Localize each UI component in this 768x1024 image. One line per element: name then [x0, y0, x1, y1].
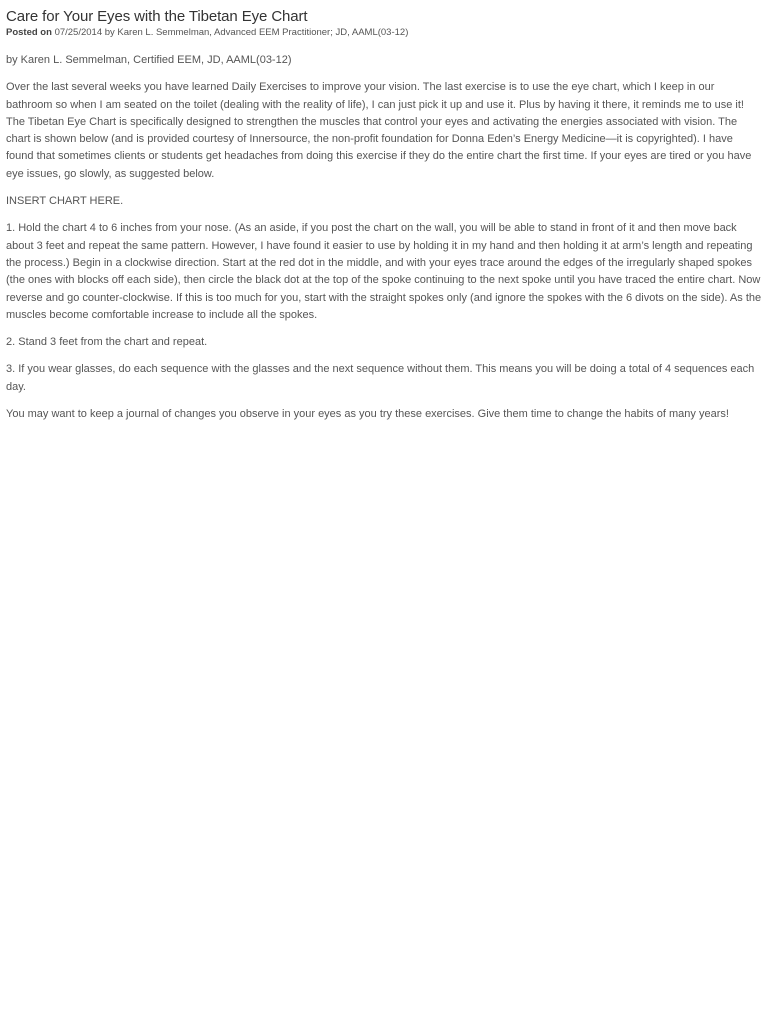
post-author-byline: by Karen L. Semmelman, Advanced EEM Practitioner; JD, AAML(03-12)	[104, 27, 409, 38]
step-1-paragraph: 1. Hold the chart 4 to 6 inches from your nose. (As an aside, if you post the chart on the wall, you will be able to stand in front of it and then move back about 3 feet and repeat the same pattern. However, I have found it easier to use by holding it in my hand and then holding it at arm’s length and repeating the process.) Begin in a clockwise direction. Start at the red dot in the middle, and with your eyes trace around the edges of the irregularly shaped spokes (the ones with blocks off each side), then circle the black dot at the top of the spoke continuing to the next spoke until you have traced the entire chart. Now reverse and go counter-clockwise. If this is too much for you, start with the straight spokes only (and ignore the spokes with the 6 divots on the side). As the muscles become comfortable increase to include all the spokes.	[6, 222, 762, 321]
step-2-paragraph: 2. Stand 3 feet from the chart and repeat.	[6, 336, 208, 349]
post-meta	[6, 26, 762, 39]
posted-on-label: Posted on	[6, 27, 52, 38]
intro-paragraph: Over the last several weeks you have learned Daily Exercises to improve your vision. The last exercise is to use the eye chart, which I keep in our bathroom so when I am seated on the toilet (dealing with the reality of life), I can just pick it up and use it. Plus by having it there, it reminds me to use it! The Tibetan Eye Chart is specifically designed to strengthen the muscles that control your eyes and activating the energies associated with vision. The chart is shown below (and is provided courtesy of Innersource, the non-profit foundation for Donna Eden’s Energy Medicine—it is copyrighted). I have found that sometimes clients or students get headaches from doing this exercise if they do the entire chart the first time. If your eyes are tired or you have eye issues, go slowly, as suggested below.	[6, 81, 752, 180]
step-3-paragraph: 3. If you wear glasses, do each sequence with the glasses and the next sequence without them. This means you will be doing a total of 4 sequences each day.	[6, 363, 755, 393]
chart-placeholder-note: INSERT CHART HERE.	[6, 195, 124, 208]
post-title: Care for Your Eyes with the Tibetan Eye Chart	[6, 8, 308, 25]
post-body	[6, 52, 762, 423]
closing-paragraph: You may want to keep a journal of changes you observe in your eyes as you try these exercises. Give them time to change the habits of many years!	[6, 408, 729, 421]
author-line: by Karen L. Semmelman, Certified EEM, JD, AAML(03-12)	[6, 54, 292, 66]
page	[0, 0, 768, 423]
blog-post	[6, 8, 762, 423]
post-date: 07/25/2014	[54, 27, 103, 38]
